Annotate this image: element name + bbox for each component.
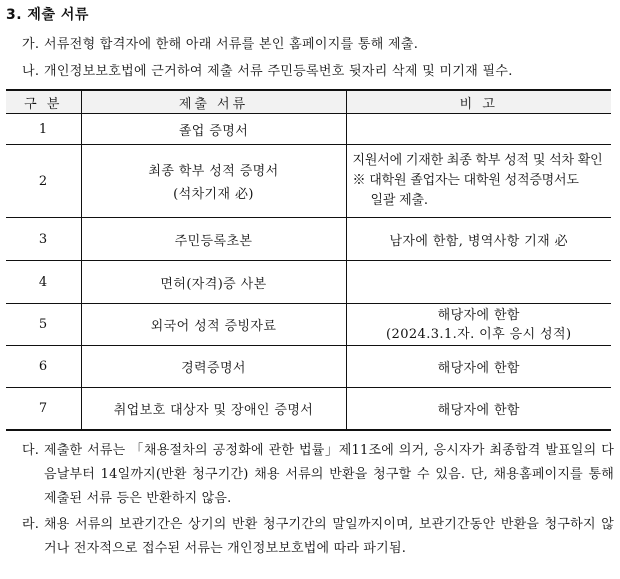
paragraph-text: 제출한 서류는 「채용절차의 공정화에 관한 법률」제11조에 의거, 응시자가 최종합격 발표일의 다음날부터 14일까지(반환 청구기간) 채용 서류의 반환을 청구할 수 있음. 단, 채용홈페이지를 통해 제출된 서류 등은 반환하지 않음. bbox=[44, 443, 614, 506]
row-document: 면허(자격)증 사본 bbox=[81, 261, 346, 304]
row-remarks-line: 일괄 제출. bbox=[370, 193, 428, 208]
row-number: 2 bbox=[6, 145, 81, 218]
row-remarks-line: 해당자에 한함 bbox=[437, 307, 520, 323]
row-document: 취업보호 대상자 및 장애인 증명서 bbox=[81, 388, 346, 430]
row-remarks-line: 지원서에 기재한 최종 학부 성적 및 석차 확인 bbox=[352, 153, 603, 168]
header-remarks: 비 고 bbox=[346, 90, 611, 114]
instruction-item-na bbox=[22, 60, 513, 79]
section-title: 3. 제출 서류 bbox=[6, 7, 89, 23]
paragraph-da bbox=[22, 439, 614, 511]
table-header-row bbox=[6, 90, 611, 114]
table-row bbox=[6, 114, 611, 145]
row-remarks: 남자에 한함, 병역사항 기재 必 bbox=[346, 218, 611, 261]
table-row bbox=[6, 145, 611, 218]
row-document-main: 최종 학부 성적 증명서 bbox=[148, 164, 279, 179]
item-text: 서류전형 합격자에 한해 아래 서류를 본인 홈페이지를 통해 제출. bbox=[44, 37, 419, 52]
table-row bbox=[6, 346, 611, 388]
item-mark: 나. bbox=[22, 64, 40, 79]
row-number: 3 bbox=[6, 218, 81, 261]
item-text: 개인정보보호법에 근거하여 제출 서류 주민등록번호 뒷자리 삭제 및 미기재 필수. bbox=[44, 64, 513, 79]
row-document: 주민등록초본 bbox=[81, 218, 346, 261]
row-remarks bbox=[346, 114, 611, 145]
paragraph-text: 채용 서류의 보관기간은 상기의 반환 청구기간의 말일까지이며, 보관기간동안 반환을 청구하지 않거나 전자적으로 접수된 서류는 개인정보보호법에 따라 파기됨. bbox=[44, 517, 614, 556]
row-remarks: 해당자에 한함 bbox=[346, 346, 611, 388]
item-mark: 가. bbox=[22, 37, 40, 52]
row-number: 4 bbox=[6, 261, 81, 304]
row-number: 7 bbox=[6, 388, 81, 430]
table-row bbox=[6, 218, 611, 261]
table-row bbox=[6, 261, 611, 304]
row-number: 5 bbox=[6, 304, 81, 346]
table-row bbox=[6, 304, 611, 346]
row-document-sub: (석차기재 必) bbox=[173, 187, 254, 202]
header-document: 제출 서류 bbox=[81, 90, 346, 114]
row-document: 졸업 증명서 bbox=[81, 114, 346, 145]
paragraph-mark: 다. bbox=[22, 443, 40, 458]
row-document: 외국어 성적 증빙자료 bbox=[81, 304, 346, 346]
row-document bbox=[81, 145, 346, 218]
row-remarks bbox=[346, 145, 611, 218]
documents-table bbox=[6, 89, 611, 431]
row-remarks bbox=[346, 261, 611, 304]
row-remarks-line: (2024.3.1.자. 이후 응시 성적) bbox=[386, 326, 572, 342]
table-row bbox=[6, 388, 611, 430]
paragraph-ra bbox=[22, 513, 614, 561]
instruction-item-ga bbox=[22, 33, 418, 52]
header-category: 구 분 bbox=[6, 90, 81, 114]
row-document: 경력증명서 bbox=[81, 346, 346, 388]
row-remarks bbox=[346, 304, 611, 346]
paragraph-mark: 라. bbox=[22, 517, 40, 532]
row-remarks: 해당자에 한함 bbox=[346, 388, 611, 430]
row-number: 6 bbox=[6, 346, 81, 388]
row-remarks-line: ※ 대학원 졸업자는 대학원 성적증명서도 bbox=[352, 173, 579, 188]
row-number: 1 bbox=[6, 114, 81, 145]
